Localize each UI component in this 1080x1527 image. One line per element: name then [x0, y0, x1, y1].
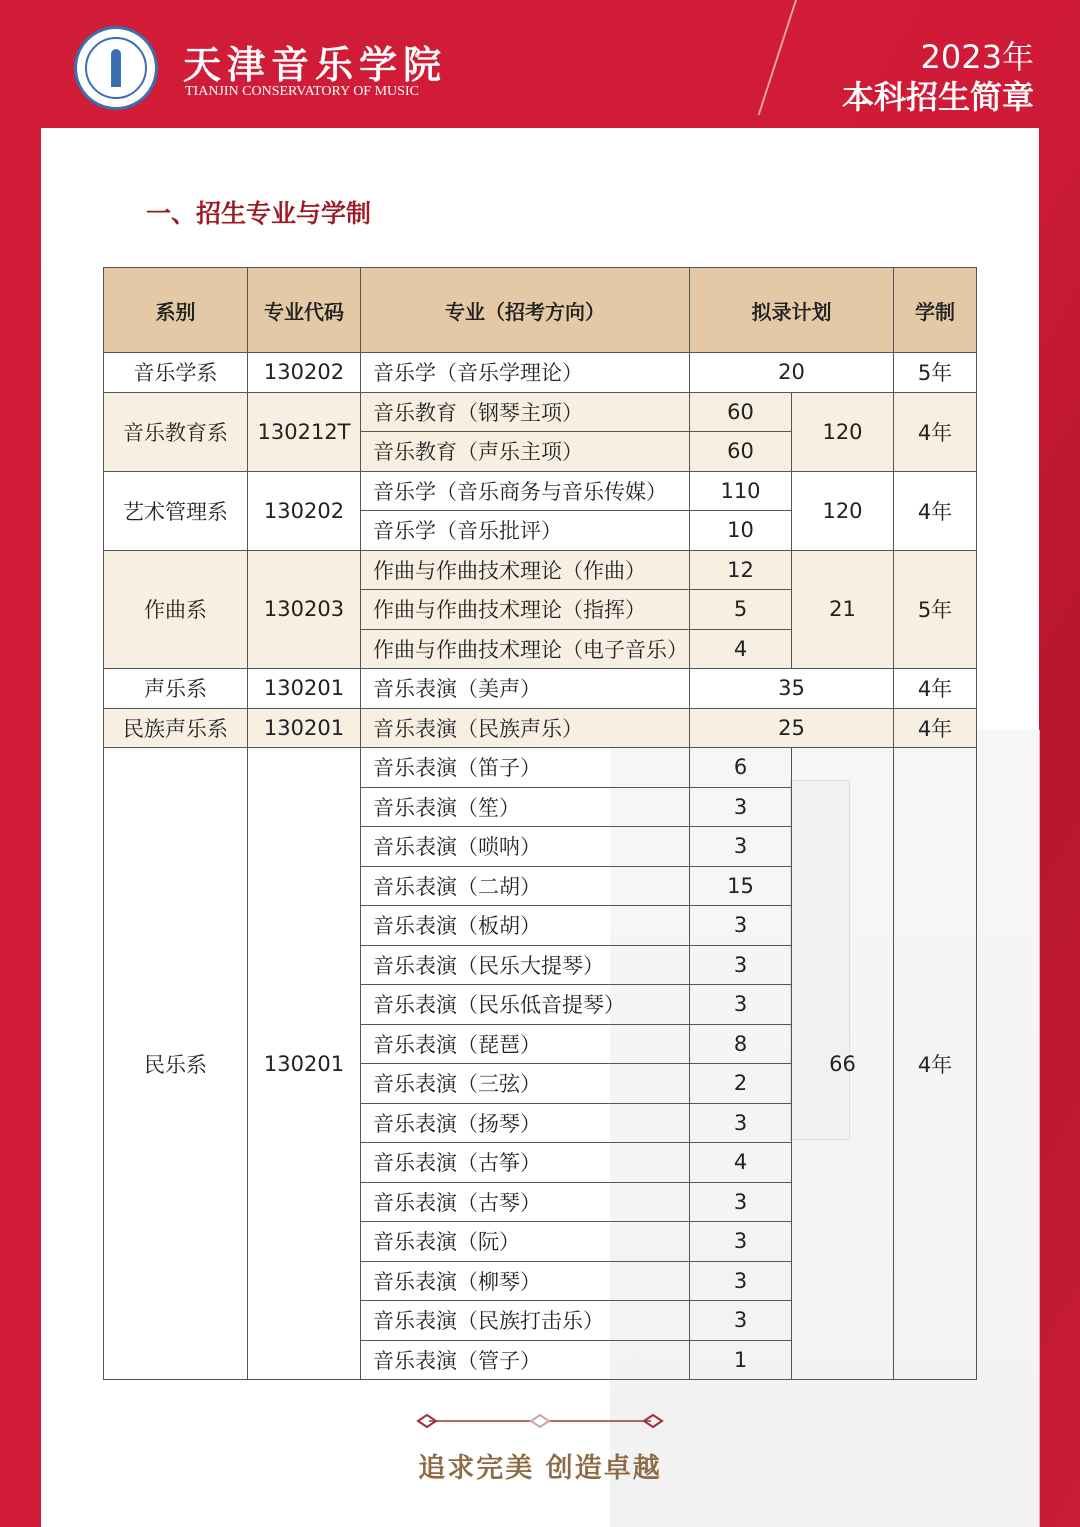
- plan-cell: 20: [690, 353, 894, 393]
- plan-cell: 3: [690, 1103, 792, 1143]
- table-row: [104, 550, 977, 590]
- major-cell: 音乐表演（民族打击乐）: [361, 1301, 690, 1341]
- dept-cell: 民族声乐系: [104, 708, 248, 748]
- major-cell: 音乐表演（三弦）: [361, 1064, 690, 1104]
- plan-total-cell: 21: [792, 550, 894, 669]
- code-cell: 130202: [248, 353, 361, 393]
- plan-cell: 60: [690, 432, 792, 472]
- major-cell: 音乐表演（扬琴）: [361, 1103, 690, 1143]
- dept-cell: 作曲系: [104, 550, 248, 669]
- dept-cell: 民乐系: [104, 748, 248, 1380]
- code-cell: 130201: [248, 748, 361, 1380]
- dept-cell: 声乐系: [104, 669, 248, 709]
- table-row: [104, 392, 977, 432]
- major-cell: 音乐表演（阮）: [361, 1222, 690, 1262]
- major-cell: 音乐表演（管子）: [361, 1340, 690, 1380]
- major-cell: 音乐表演（唢呐）: [361, 827, 690, 867]
- plan-cell: 110: [690, 471, 792, 511]
- school-logo: [74, 26, 158, 110]
- plan-cell: 12: [690, 550, 792, 590]
- code-cell: 130212T: [248, 392, 361, 471]
- plan-cell: 3: [690, 1222, 792, 1262]
- col-dept: 系别: [104, 268, 248, 353]
- major-cell: 音乐表演（板胡）: [361, 906, 690, 946]
- plan-cell: 1: [690, 1340, 792, 1380]
- school-name-cn: 天津音乐学院: [183, 42, 448, 87]
- plan-total-cell: 120: [792, 471, 894, 550]
- plan-cell: 3: [690, 1301, 792, 1341]
- major-cell: 音乐学（音乐批评）: [361, 511, 690, 551]
- col-years: 学制: [894, 268, 977, 353]
- major-cell: 音乐表演（柳琴）: [361, 1261, 690, 1301]
- plan-cell: 3: [690, 945, 792, 985]
- col-major: 专业（招考方向）: [361, 268, 690, 353]
- table-header-row: [104, 268, 977, 353]
- years-cell: 4年: [894, 392, 977, 471]
- major-cell: 音乐表演（民乐大提琴）: [361, 945, 690, 985]
- plan-cell: 8: [690, 1024, 792, 1064]
- plan-cell: 60: [690, 392, 792, 432]
- section-title: 一、招生专业与学制: [146, 199, 372, 228]
- major-cell: 音乐表演（古筝）: [361, 1143, 690, 1183]
- major-cell: 音乐表演（琵琶）: [361, 1024, 690, 1064]
- plan-cell: 4: [690, 629, 792, 669]
- table-row: [104, 353, 977, 393]
- major-cell: 作曲与作曲技术理论（指挥）: [361, 590, 690, 630]
- major-cell: 音乐学（音乐商务与音乐传媒）: [361, 471, 690, 511]
- plan-cell: 3: [690, 906, 792, 946]
- major-cell: 作曲与作曲技术理论（作曲）: [361, 550, 690, 590]
- years-cell: 4年: [894, 471, 977, 550]
- major-cell: 作曲与作曲技术理论（电子音乐）: [361, 629, 690, 669]
- slogan: 追求完美 创造卓越: [418, 1453, 662, 1484]
- plan-cell: 5: [690, 590, 792, 630]
- major-cell: 音乐表演（古琴）: [361, 1182, 690, 1222]
- major-cell: 音乐学（音乐学理论）: [361, 353, 690, 393]
- dept-cell: 音乐学系: [104, 353, 248, 393]
- major-cell: 音乐表演（民乐低音提琴）: [361, 985, 690, 1025]
- plan-cell: 3: [690, 787, 792, 827]
- major-cell: 音乐表演（二胡）: [361, 866, 690, 906]
- brochure-year: 2023年: [920, 38, 1034, 76]
- major-cell: 音乐教育（声乐主项）: [361, 432, 690, 472]
- plan-cell: 3: [690, 1261, 792, 1301]
- years-cell: 4年: [894, 748, 977, 1380]
- code-cell: 130201: [248, 708, 361, 748]
- plan-cell: 35: [690, 669, 894, 709]
- major-cell: 音乐表演（美声）: [361, 669, 690, 709]
- table-row: [104, 708, 977, 748]
- plan-cell: 3: [690, 827, 792, 867]
- dept-cell: 音乐教育系: [104, 392, 248, 471]
- table-row: [104, 669, 977, 709]
- years-cell: 5年: [894, 353, 977, 393]
- col-plan: 拟录计划: [690, 268, 894, 353]
- plan-cell: 25: [690, 708, 894, 748]
- years-cell: 5年: [894, 550, 977, 669]
- code-cell: 130202: [248, 471, 361, 550]
- table-row: [104, 471, 977, 511]
- major-cell: 音乐表演（民族声乐）: [361, 708, 690, 748]
- ornament-divider: [415, 1411, 665, 1431]
- dept-cell: 艺术管理系: [104, 471, 248, 550]
- brochure-title: 本科招生简章: [841, 78, 1034, 116]
- code-cell: 130203: [248, 550, 361, 669]
- plan-cell: 6: [690, 748, 792, 788]
- col-code: 专业代码: [248, 268, 361, 353]
- years-cell: 4年: [894, 669, 977, 709]
- plan-cell: 4: [690, 1143, 792, 1183]
- plan-total-cell: 120: [792, 392, 894, 471]
- plan-cell: 2: [690, 1064, 792, 1104]
- plan-cell: 15: [690, 866, 792, 906]
- school-name-en: TIANJIN CONSERVATORY OF MUSIC: [185, 84, 419, 99]
- table-row: [104, 748, 977, 788]
- years-cell: 4年: [894, 708, 977, 748]
- major-cell: 音乐表演（笛子）: [361, 748, 690, 788]
- plan-cell: 3: [690, 985, 792, 1025]
- plan-cell: 3: [690, 1182, 792, 1222]
- code-cell: 130201: [248, 669, 361, 709]
- major-cell: 音乐表演（笙）: [361, 787, 690, 827]
- plan-total-cell: 66: [792, 748, 894, 1380]
- major-cell: 音乐教育（钢琴主项）: [361, 392, 690, 432]
- plan-cell: 10: [690, 511, 792, 551]
- majors-table: [103, 267, 977, 1380]
